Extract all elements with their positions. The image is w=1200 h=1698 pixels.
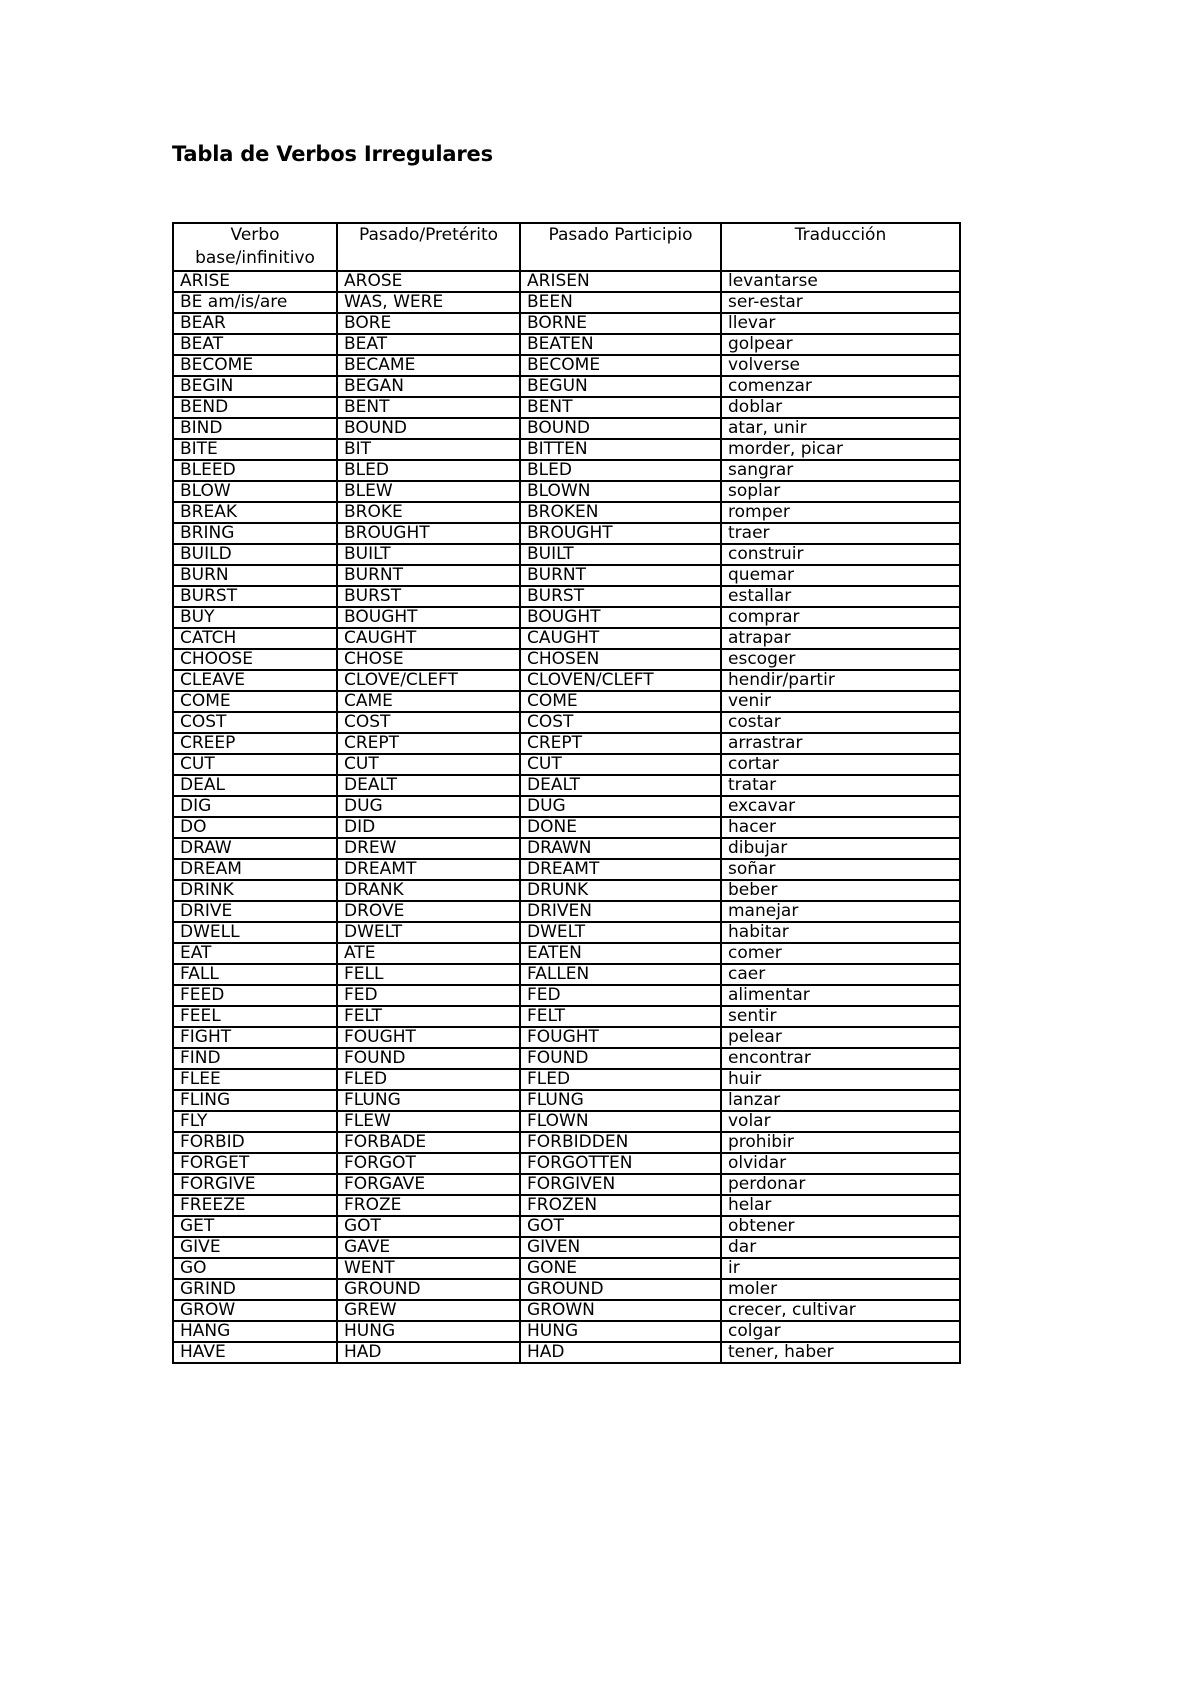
cell-past-simple: BECAME xyxy=(337,355,520,376)
cell-past-simple: HAD xyxy=(337,1342,520,1363)
table-row xyxy=(173,838,960,859)
cell-past-simple: FORBADE xyxy=(337,1132,520,1153)
table-row xyxy=(173,922,960,943)
cell-past-simple: CAME xyxy=(337,691,520,712)
cell-past-simple: CLOVE/CLEFT xyxy=(337,670,520,691)
table-row xyxy=(173,859,960,880)
cell-translation: tratar xyxy=(721,775,960,796)
table-row xyxy=(173,355,960,376)
cell-translation: hacer xyxy=(721,817,960,838)
table-row xyxy=(173,1048,960,1069)
cell-base-infinitive: GROW xyxy=(173,1300,337,1321)
cell-base-infinitive: DRINK xyxy=(173,880,337,901)
table-row xyxy=(173,733,960,754)
cell-translation: escoger xyxy=(721,649,960,670)
cell-past-participle: BOUGHT xyxy=(520,607,721,628)
cell-translation: olvidar xyxy=(721,1153,960,1174)
cell-past-simple: DEALT xyxy=(337,775,520,796)
cell-base-infinitive: BURN xyxy=(173,565,337,586)
table-row xyxy=(173,1027,960,1048)
cell-past-simple: CHOSE xyxy=(337,649,520,670)
cell-base-infinitive: FIND xyxy=(173,1048,337,1069)
cell-past-participle: BROKEN xyxy=(520,502,721,523)
cell-base-infinitive: DO xyxy=(173,817,337,838)
cell-base-infinitive: FORGIVE xyxy=(173,1174,337,1195)
cell-past-simple: FLED xyxy=(337,1069,520,1090)
cell-past-simple: DUG xyxy=(337,796,520,817)
table-row xyxy=(173,376,960,397)
table-row xyxy=(173,1237,960,1258)
cell-base-infinitive: DREAM xyxy=(173,859,337,880)
cell-translation: arrastrar xyxy=(721,733,960,754)
table-row xyxy=(173,565,960,586)
cell-translation: volar xyxy=(721,1111,960,1132)
cell-base-infinitive: BREAK xyxy=(173,502,337,523)
cell-past-participle: DRAWN xyxy=(520,838,721,859)
cell-translation: traer xyxy=(721,523,960,544)
cell-translation: comprar xyxy=(721,607,960,628)
cell-translation: comer xyxy=(721,943,960,964)
cell-past-participle: FORGIVEN xyxy=(520,1174,721,1195)
cell-past-participle: DREAMT xyxy=(520,859,721,880)
cell-past-participle: CHOSEN xyxy=(520,649,721,670)
cell-translation: golpear xyxy=(721,334,960,355)
cell-past-participle: BITTEN xyxy=(520,439,721,460)
cell-base-infinitive: BE am/is/are xyxy=(173,292,337,313)
cell-past-simple: DID xyxy=(337,817,520,838)
cell-past-simple: BENT xyxy=(337,397,520,418)
table-row xyxy=(173,544,960,565)
cell-translation: huir xyxy=(721,1069,960,1090)
cell-translation: habitar xyxy=(721,922,960,943)
table-row xyxy=(173,712,960,733)
table-row xyxy=(173,460,960,481)
table-row xyxy=(173,985,960,1006)
cell-past-simple: BIT xyxy=(337,439,520,460)
table-row xyxy=(173,964,960,985)
table-row xyxy=(173,943,960,964)
cell-past-participle: BROUGHT xyxy=(520,523,721,544)
cell-translation: obtener xyxy=(721,1216,960,1237)
cell-translation: romper xyxy=(721,502,960,523)
cell-past-simple: FLEW xyxy=(337,1111,520,1132)
cell-past-participle: BENT xyxy=(520,397,721,418)
cell-past-participle: FLED xyxy=(520,1069,721,1090)
cell-translation: quemar xyxy=(721,565,960,586)
cell-past-simple: GOT xyxy=(337,1216,520,1237)
table-row xyxy=(173,649,960,670)
table-row xyxy=(173,1069,960,1090)
cell-translation: perdonar xyxy=(721,1174,960,1195)
cell-past-participle: FLUNG xyxy=(520,1090,721,1111)
table-row xyxy=(173,817,960,838)
header-translation: Traducción xyxy=(721,223,960,271)
cell-past-participle: ARISEN xyxy=(520,271,721,292)
table-row xyxy=(173,796,960,817)
cell-past-participle: DONE xyxy=(520,817,721,838)
cell-translation: construir xyxy=(721,544,960,565)
cell-translation: estallar xyxy=(721,586,960,607)
cell-translation: llevar xyxy=(721,313,960,334)
cell-past-simple: ATE xyxy=(337,943,520,964)
cell-past-participle: GROWN xyxy=(520,1300,721,1321)
cell-past-simple: FOUGHT xyxy=(337,1027,520,1048)
cell-translation: atar, unir xyxy=(721,418,960,439)
cell-base-infinitive: DEAL xyxy=(173,775,337,796)
cell-base-infinitive: FEEL xyxy=(173,1006,337,1027)
cell-base-infinitive: HANG xyxy=(173,1321,337,1342)
cell-base-infinitive: FREEZE xyxy=(173,1195,337,1216)
cell-translation: encontrar xyxy=(721,1048,960,1069)
table-row xyxy=(173,1090,960,1111)
cell-base-infinitive: BEGIN xyxy=(173,376,337,397)
cell-past-simple: DREAMT xyxy=(337,859,520,880)
table-row xyxy=(173,1279,960,1300)
header-base-infinitive: Verbo base/infinitivo xyxy=(173,223,337,271)
cell-past-simple: BURNT xyxy=(337,565,520,586)
header-past-simple: Pasado/Pretérito xyxy=(337,223,520,271)
cell-translation: morder, picar xyxy=(721,439,960,460)
cell-base-infinitive: GIVE xyxy=(173,1237,337,1258)
cell-translation: hendir/partir xyxy=(721,670,960,691)
cell-past-participle: DWELT xyxy=(520,922,721,943)
cell-translation: beber xyxy=(721,880,960,901)
table-row xyxy=(173,1258,960,1279)
cell-base-infinitive: GRIND xyxy=(173,1279,337,1300)
cell-past-participle: FOUGHT xyxy=(520,1027,721,1048)
table-row xyxy=(173,1195,960,1216)
cell-past-participle: FROZEN xyxy=(520,1195,721,1216)
table-row xyxy=(173,901,960,922)
cell-translation: ser-estar xyxy=(721,292,960,313)
cell-base-infinitive: CUT xyxy=(173,754,337,775)
table-row xyxy=(173,1153,960,1174)
cell-past-participle: FLOWN xyxy=(520,1111,721,1132)
table-row xyxy=(173,1006,960,1027)
cell-past-simple: WAS, WERE xyxy=(337,292,520,313)
cell-base-infinitive: FLY xyxy=(173,1111,337,1132)
cell-translation: dibujar xyxy=(721,838,960,859)
cell-past-participle: BURNT xyxy=(520,565,721,586)
cell-past-simple: AROSE xyxy=(337,271,520,292)
cell-translation: caer xyxy=(721,964,960,985)
cell-base-infinitive: COME xyxy=(173,691,337,712)
cell-base-infinitive: BLEED xyxy=(173,460,337,481)
cell-translation: prohibir xyxy=(721,1132,960,1153)
cell-base-infinitive: EAT xyxy=(173,943,337,964)
cell-base-infinitive: DIG xyxy=(173,796,337,817)
cell-base-infinitive: DWELL xyxy=(173,922,337,943)
table-row xyxy=(173,754,960,775)
cell-base-infinitive: GO xyxy=(173,1258,337,1279)
cell-past-participle: GIVEN xyxy=(520,1237,721,1258)
cell-translation: helar xyxy=(721,1195,960,1216)
table-row xyxy=(173,607,960,628)
cell-base-infinitive: BUILD xyxy=(173,544,337,565)
cell-base-infinitive: GET xyxy=(173,1216,337,1237)
table-row xyxy=(173,1321,960,1342)
cell-base-infinitive: FLEE xyxy=(173,1069,337,1090)
cell-base-infinitive: FORBID xyxy=(173,1132,337,1153)
cell-translation: alimentar xyxy=(721,985,960,1006)
cell-base-infinitive: FLING xyxy=(173,1090,337,1111)
table-row xyxy=(173,481,960,502)
table-row xyxy=(173,334,960,355)
cell-past-participle: DRUNK xyxy=(520,880,721,901)
cell-past-simple: CUT xyxy=(337,754,520,775)
cell-past-participle: FED xyxy=(520,985,721,1006)
cell-past-participle: GOT xyxy=(520,1216,721,1237)
cell-past-simple: FORGOT xyxy=(337,1153,520,1174)
cell-past-simple: DREW xyxy=(337,838,520,859)
cell-past-participle: COST xyxy=(520,712,721,733)
cell-past-participle: HUNG xyxy=(520,1321,721,1342)
cell-past-participle: BUILT xyxy=(520,544,721,565)
cell-base-infinitive: FALL xyxy=(173,964,337,985)
cell-past-simple: BROUGHT xyxy=(337,523,520,544)
cell-past-participle: FOUND xyxy=(520,1048,721,1069)
cell-past-participle: DUG xyxy=(520,796,721,817)
cell-translation: venir xyxy=(721,691,960,712)
cell-translation: costar xyxy=(721,712,960,733)
cell-base-infinitive: FORGET xyxy=(173,1153,337,1174)
cell-past-participle: BEEN xyxy=(520,292,721,313)
cell-past-simple: HUNG xyxy=(337,1321,520,1342)
cell-translation: soplar xyxy=(721,481,960,502)
table-row xyxy=(173,439,960,460)
cell-base-infinitive: BIND xyxy=(173,418,337,439)
cell-base-infinitive: BEND xyxy=(173,397,337,418)
cell-past-participle: FALLEN xyxy=(520,964,721,985)
cell-past-simple: DROVE xyxy=(337,901,520,922)
cell-past-simple: FROZE xyxy=(337,1195,520,1216)
cell-translation: pelear xyxy=(721,1027,960,1048)
cell-translation: crecer, cultivar xyxy=(721,1300,960,1321)
cell-past-participle: CREPT xyxy=(520,733,721,754)
cell-past-participle: CLOVEN/CLEFT xyxy=(520,670,721,691)
cell-translation: volverse xyxy=(721,355,960,376)
table-row xyxy=(173,1111,960,1132)
cell-translation: lanzar xyxy=(721,1090,960,1111)
cell-translation: dar xyxy=(721,1237,960,1258)
cell-past-participle: BORNE xyxy=(520,313,721,334)
table-header-row xyxy=(173,223,960,271)
cell-past-simple: FED xyxy=(337,985,520,1006)
cell-base-infinitive: FEED xyxy=(173,985,337,1006)
table-row xyxy=(173,1216,960,1237)
cell-base-infinitive: BLOW xyxy=(173,481,337,502)
cell-past-simple: BLEW xyxy=(337,481,520,502)
cell-past-participle: GROUND xyxy=(520,1279,721,1300)
cell-base-infinitive: ARISE xyxy=(173,271,337,292)
cell-base-infinitive: BITE xyxy=(173,439,337,460)
cell-base-infinitive: HAVE xyxy=(173,1342,337,1363)
cell-past-simple: FLUNG xyxy=(337,1090,520,1111)
cell-past-participle: COME xyxy=(520,691,721,712)
irregular-verbs-table xyxy=(172,222,961,1364)
cell-past-participle: CAUGHT xyxy=(520,628,721,649)
cell-translation: doblar xyxy=(721,397,960,418)
cell-past-participle: BOUND xyxy=(520,418,721,439)
cell-past-simple: BEGAN xyxy=(337,376,520,397)
cell-base-infinitive: BURST xyxy=(173,586,337,607)
cell-translation: atrapar xyxy=(721,628,960,649)
cell-past-simple: GAVE xyxy=(337,1237,520,1258)
cell-past-participle: EATEN xyxy=(520,943,721,964)
document-title: Tabla de Verbos Irregulares xyxy=(172,142,493,166)
cell-past-participle: BEGUN xyxy=(520,376,721,397)
cell-past-simple: GREW xyxy=(337,1300,520,1321)
cell-past-participle: DRIVEN xyxy=(520,901,721,922)
cell-translation: comenzar xyxy=(721,376,960,397)
table-row xyxy=(173,292,960,313)
table-row xyxy=(173,691,960,712)
table-row xyxy=(173,1300,960,1321)
table-row xyxy=(173,502,960,523)
table-row xyxy=(173,670,960,691)
table-row xyxy=(173,775,960,796)
cell-base-infinitive: BUY xyxy=(173,607,337,628)
cell-base-infinitive: DRAW xyxy=(173,838,337,859)
cell-translation: manejar xyxy=(721,901,960,922)
cell-base-infinitive: FIGHT xyxy=(173,1027,337,1048)
table-row xyxy=(173,397,960,418)
cell-past-participle: BECOME xyxy=(520,355,721,376)
cell-translation: soñar xyxy=(721,859,960,880)
cell-translation: colgar xyxy=(721,1321,960,1342)
cell-past-simple: FELL xyxy=(337,964,520,985)
cell-base-infinitive: DRIVE xyxy=(173,901,337,922)
cell-translation: sentir xyxy=(721,1006,960,1027)
cell-past-simple: BURST xyxy=(337,586,520,607)
table-row xyxy=(173,586,960,607)
table-row xyxy=(173,313,960,334)
table-row xyxy=(173,880,960,901)
cell-past-simple: FELT xyxy=(337,1006,520,1027)
cell-base-infinitive: BECOME xyxy=(173,355,337,376)
cell-base-infinitive: CREEP xyxy=(173,733,337,754)
table-row xyxy=(173,418,960,439)
cell-past-participle: FORGOTTEN xyxy=(520,1153,721,1174)
cell-past-participle: DEALT xyxy=(520,775,721,796)
cell-base-infinitive: COST xyxy=(173,712,337,733)
cell-past-simple: COST xyxy=(337,712,520,733)
cell-past-simple: WENT xyxy=(337,1258,520,1279)
cell-past-participle: HAD xyxy=(520,1342,721,1363)
cell-past-participle: FELT xyxy=(520,1006,721,1027)
table-row xyxy=(173,271,960,292)
cell-past-participle: BURST xyxy=(520,586,721,607)
cell-past-simple: BROKE xyxy=(337,502,520,523)
cell-past-simple: GROUND xyxy=(337,1279,520,1300)
table-row xyxy=(173,1132,960,1153)
cell-past-simple: BOUGHT xyxy=(337,607,520,628)
cell-past-participle: FORBIDDEN xyxy=(520,1132,721,1153)
table-body xyxy=(173,271,960,1363)
cell-base-infinitive: CHOOSE xyxy=(173,649,337,670)
cell-past-participle: BLOWN xyxy=(520,481,721,502)
header-past-participle: Pasado Participio xyxy=(520,223,721,271)
cell-past-simple: BOUND xyxy=(337,418,520,439)
cell-translation: sangrar xyxy=(721,460,960,481)
cell-past-simple: DWELT xyxy=(337,922,520,943)
table-row xyxy=(173,1342,960,1363)
cell-translation: excavar xyxy=(721,796,960,817)
cell-past-simple: BLED xyxy=(337,460,520,481)
cell-translation: cortar xyxy=(721,754,960,775)
cell-base-infinitive: CLEAVE xyxy=(173,670,337,691)
cell-past-participle: BEATEN xyxy=(520,334,721,355)
cell-past-simple: FOUND xyxy=(337,1048,520,1069)
cell-past-simple: BUILT xyxy=(337,544,520,565)
cell-past-participle: BLED xyxy=(520,460,721,481)
cell-base-infinitive: BEAT xyxy=(173,334,337,355)
table-row xyxy=(173,1174,960,1195)
cell-past-simple: DRANK xyxy=(337,880,520,901)
cell-past-participle: GONE xyxy=(520,1258,721,1279)
cell-past-simple: CAUGHT xyxy=(337,628,520,649)
table-row xyxy=(173,628,960,649)
cell-base-infinitive: CATCH xyxy=(173,628,337,649)
cell-translation: levantarse xyxy=(721,271,960,292)
cell-base-infinitive: BEAR xyxy=(173,313,337,334)
cell-translation: moler xyxy=(721,1279,960,1300)
cell-past-simple: FORGAVE xyxy=(337,1174,520,1195)
cell-translation: tener, haber xyxy=(721,1342,960,1363)
cell-translation: ir xyxy=(721,1258,960,1279)
cell-past-simple: BORE xyxy=(337,313,520,334)
cell-base-infinitive: BRING xyxy=(173,523,337,544)
cell-past-simple: BEAT xyxy=(337,334,520,355)
cell-past-simple: CREPT xyxy=(337,733,520,754)
table-row xyxy=(173,523,960,544)
cell-past-participle: CUT xyxy=(520,754,721,775)
